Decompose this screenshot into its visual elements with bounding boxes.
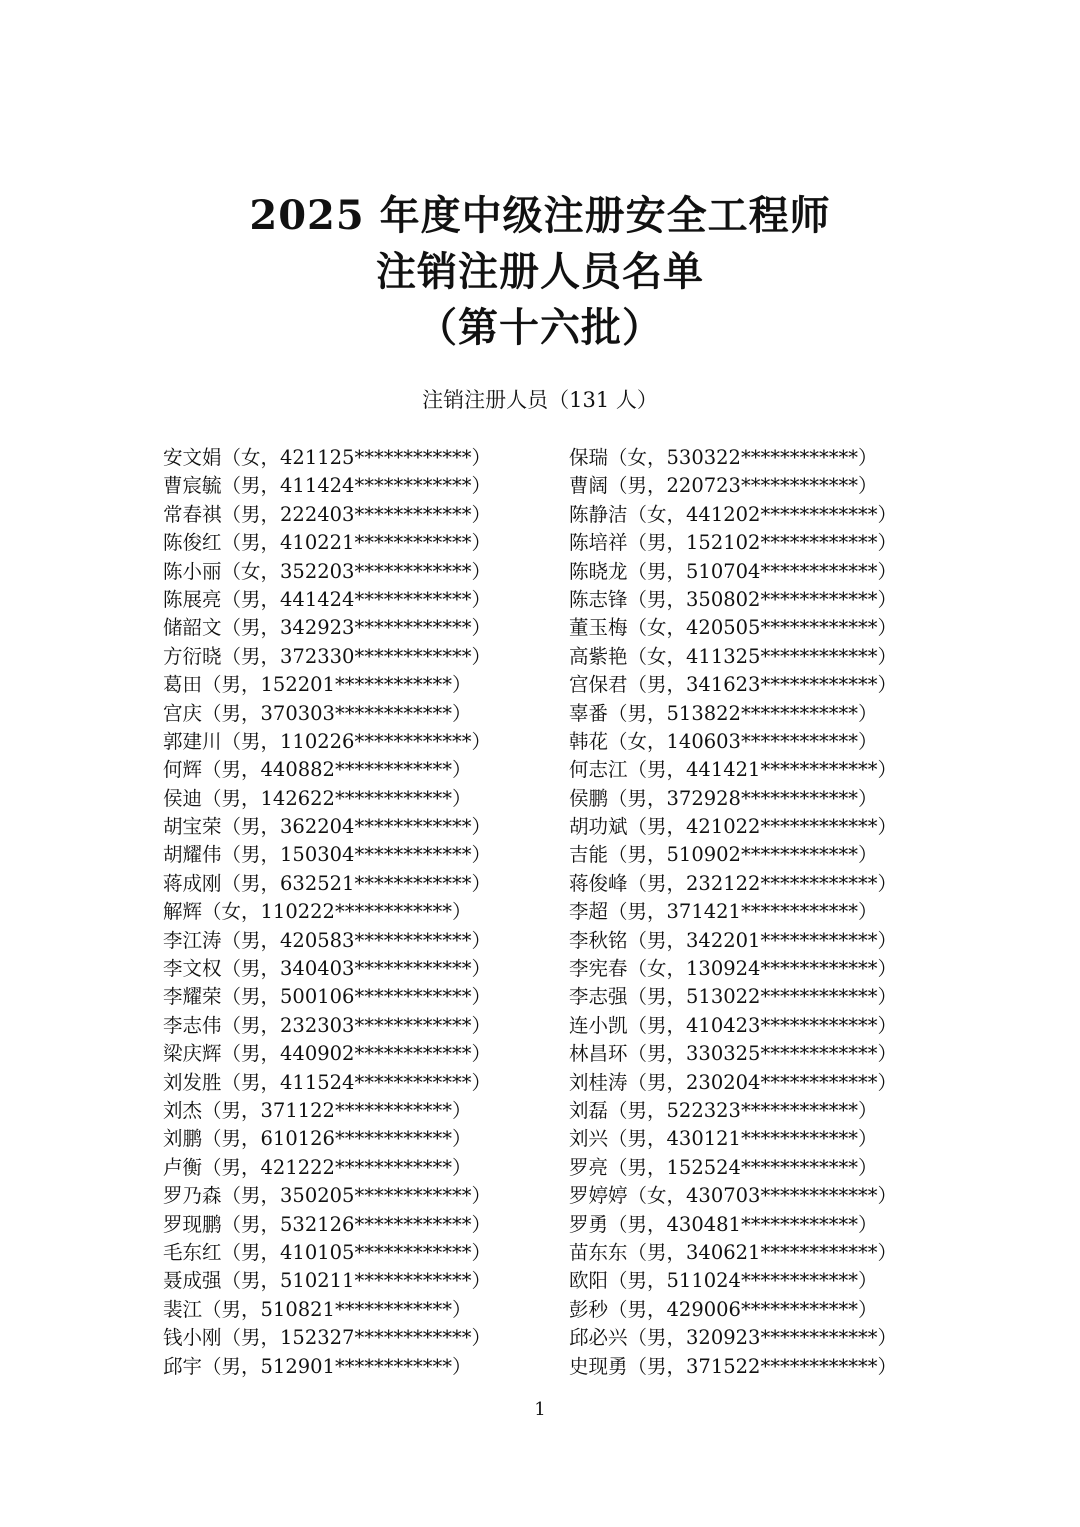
list-item: 陈晓龙（男，510704************） xyxy=(569,559,897,583)
list-item: 安文娟（女，421125************） xyxy=(163,446,491,469)
list-item: 邱宇（男，512901************） xyxy=(163,1354,472,1378)
section-heading: 注销注册人员（131 人） xyxy=(422,388,658,412)
list-item: 刘鹏（男，610126************） xyxy=(163,1127,472,1151)
list-item: 宫庆（男，370303************） xyxy=(163,701,472,725)
list-item: 何志江（男，441421************） xyxy=(569,758,897,782)
page-number: 1 xyxy=(534,1399,546,1420)
list-item: 陈小丽（女，352203************） xyxy=(163,559,491,583)
list-item: 苗东东（男，340621************） xyxy=(569,1240,897,1264)
list-item: 林昌环（男，330325************） xyxy=(569,1042,897,1066)
list-item: 高紫艳（女，411325************） xyxy=(569,644,897,668)
list-item: 欧阳（男，511024************） xyxy=(569,1269,878,1293)
list-item: 罗婷婷（女，430703************） xyxy=(569,1184,897,1208)
list-item: 李江涛（男，420583************） xyxy=(163,928,491,952)
document-title xyxy=(0,188,1080,356)
list-item: 梁庆辉（男，440902************） xyxy=(163,1042,491,1066)
list-item: 刘杰（男，371122************） xyxy=(163,1098,472,1122)
list-item: 邱必兴（男，320923************） xyxy=(569,1326,897,1350)
list-item: 辜番（男，513822************） xyxy=(569,701,878,725)
list-item: 刘桂涛（男，230204************） xyxy=(569,1070,897,1094)
left-name-list xyxy=(163,444,543,1381)
list-item: 胡宝荣（男，362204************） xyxy=(163,815,491,839)
list-item: 韩花（女，140603************） xyxy=(569,729,878,753)
list-item: 侯迪（男，142622************） xyxy=(163,786,472,810)
list-item: 钱小刚（男，152327************） xyxy=(163,1326,491,1350)
list-item: 陈展亮（男，441424************） xyxy=(163,587,491,611)
list-item: 刘发胜（男，411524************） xyxy=(163,1070,491,1094)
list-item: 罗勇（男，430481************） xyxy=(569,1212,878,1236)
list-item: 保瑞（女，530322************） xyxy=(569,446,878,469)
title-line-3: （第十六批） xyxy=(417,304,663,351)
list-item: 侯鹏（男，372928************） xyxy=(569,786,878,810)
list-item: 胡功斌（男，421022************） xyxy=(569,815,897,839)
list-item: 聂成强（男，510211************） xyxy=(163,1269,491,1293)
list-item: 李宪春（女，130924************） xyxy=(569,957,897,981)
list-item: 常春祺（男，222403************） xyxy=(163,502,491,526)
list-item: 史现勇（男，371522************） xyxy=(569,1354,897,1378)
list-item: 陈静洁（女，441202************） xyxy=(569,502,897,526)
list-item: 李秋铭（男，342201************） xyxy=(569,928,897,952)
list-item: 曹宸毓（男，411424************） xyxy=(163,474,491,498)
list-item: 罗乃森（男，350205************） xyxy=(163,1184,491,1208)
list-item: 郭建川（男，110226************） xyxy=(163,729,491,753)
list-item: 解辉（女，110222************） xyxy=(163,900,472,924)
list-item: 连小凯（男，410423************） xyxy=(569,1013,897,1037)
list-item: 储韶文（男，342923************） xyxy=(163,616,491,640)
list-item: 裴江（男，510821************） xyxy=(163,1297,472,1321)
list-item: 蒋成刚（男，632521************） xyxy=(163,871,491,895)
list-item: 董玉梅（女，420505************） xyxy=(569,616,897,640)
list-item: 曹阔（男，220723************） xyxy=(569,474,878,498)
list-item: 刘磊（男，522323************） xyxy=(569,1098,878,1122)
list-item: 刘兴（男，430121************） xyxy=(569,1127,878,1151)
list-item: 陈俊红（男，410221************） xyxy=(163,531,491,555)
list-item: 陈培祥（男，152102************） xyxy=(569,531,897,555)
list-item: 宫保君（男，341623************） xyxy=(569,673,897,697)
list-item: 卢衡（男，421222************） xyxy=(163,1155,472,1179)
title-line-2: 注销注册人员名单 xyxy=(376,248,704,295)
list-item: 陈志锋（男，350802************） xyxy=(569,587,897,611)
list-item: 吉能（男，510902************） xyxy=(569,843,878,867)
right-name-list xyxy=(569,444,969,1381)
list-item: 蒋俊峰（男，232122************） xyxy=(569,871,897,895)
list-item: 李志伟（男，232303************） xyxy=(163,1013,491,1037)
list-item: 彭秒（男，429006************） xyxy=(569,1297,878,1321)
list-item: 罗亮（男，152524************） xyxy=(569,1155,878,1179)
list-item: 李耀荣（男，500106************） xyxy=(163,985,491,1009)
list-item: 胡耀伟（男，150304************） xyxy=(163,843,491,867)
list-item: 李超（男，371421************） xyxy=(569,900,878,924)
list-item: 罗现鹏（男，532126************） xyxy=(163,1212,491,1236)
list-item: 何辉（男，440882************） xyxy=(163,758,472,782)
list-item: 方衍晓（男，372330************） xyxy=(163,644,491,668)
list-item: 李志强（男，513022************） xyxy=(569,985,897,1009)
list-item: 葛田（男，152201************） xyxy=(163,673,472,697)
list-item: 李文权（男，340403************） xyxy=(163,957,491,981)
list-item: 毛东红（男，410105************） xyxy=(163,1240,491,1264)
title-line-1: 2025 年度中级注册安全工程师 xyxy=(249,192,831,239)
